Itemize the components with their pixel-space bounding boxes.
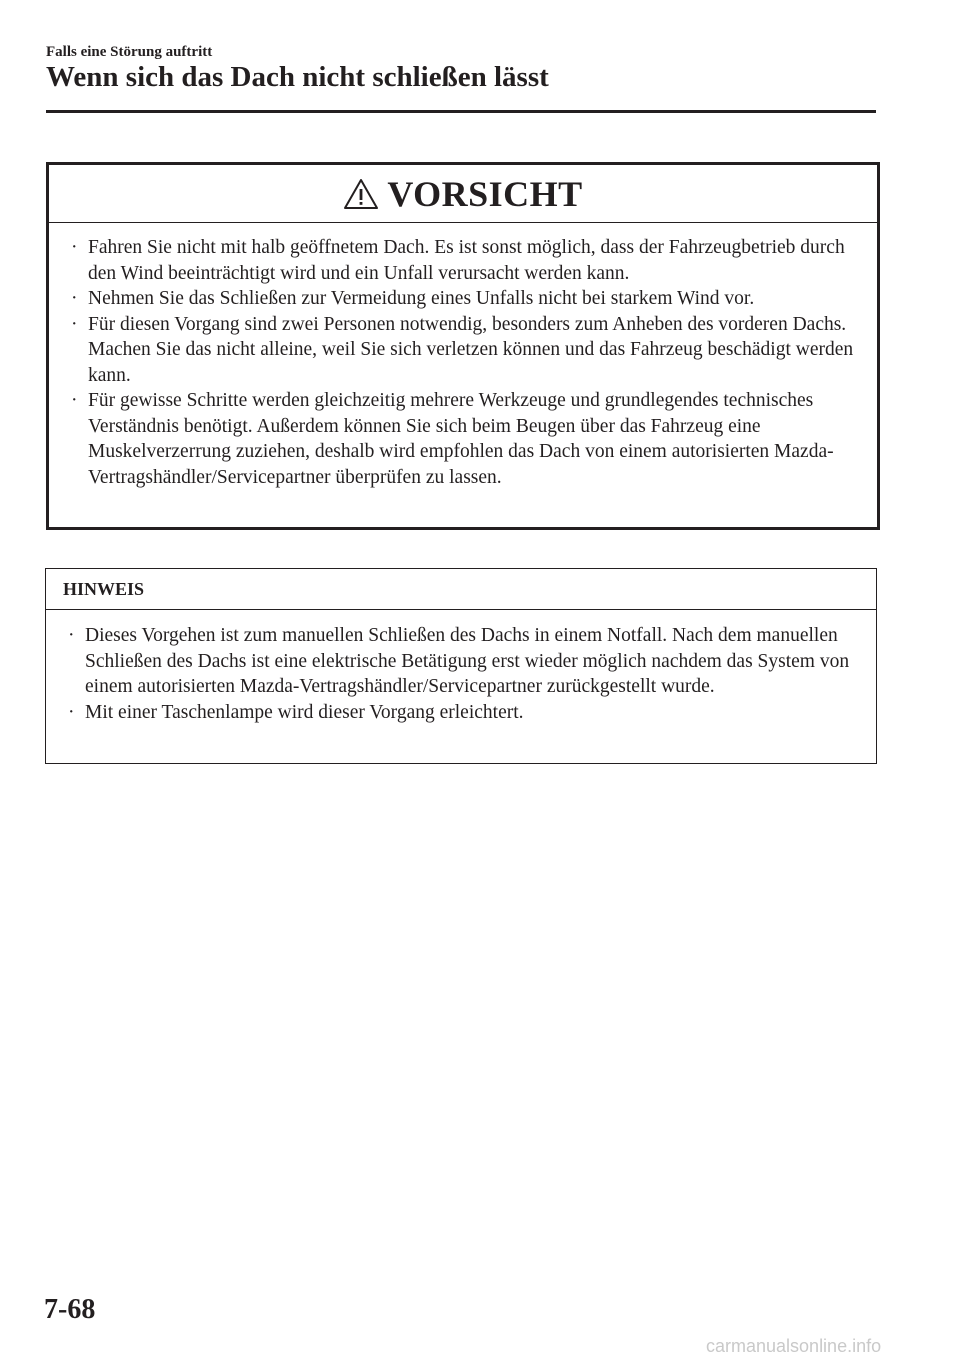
caution-item-text: Nehmen Sie das Schließen zur Vermeidung eines Unfalls nicht bei starkem Wind vor. xyxy=(88,288,755,309)
note-box xyxy=(45,568,877,764)
caution-item xyxy=(66,312,867,389)
note-item xyxy=(63,700,866,726)
bullet: · xyxy=(71,288,78,309)
bullet: · xyxy=(68,701,75,723)
section-label: Falls eine Störung auftritt xyxy=(46,44,213,60)
caution-header xyxy=(49,165,877,223)
caution-item xyxy=(66,286,867,312)
note-title: HINWEIS xyxy=(63,578,145,599)
note-item-text: Mit einer Taschenlampe wird dieser Vorgang erleichtert. xyxy=(85,701,524,723)
caution-item-text: Für diesen Vorgang sind zwei Personen notwendig, besonders zum Anheben des vorderen Dachs. Machen Sie das nicht alleine, weil Sie sich verletzen können und das Fahrzeug beschädigt werden kann. xyxy=(88,313,854,386)
page-number: 7-68 xyxy=(44,1294,96,1325)
page-title: Wenn sich das Dach nicht schließen lässt xyxy=(46,61,549,93)
caution-item xyxy=(66,388,867,490)
note-item xyxy=(63,623,866,700)
caution-item xyxy=(66,235,867,286)
caution-item-text: Fahren Sie nicht mit halb geöffnetem Dach. Es ist sonst möglich, dass der Fahrzeugbetrieb durch den Wind beeinträchtigt wird und ein Unfall verursacht werden kann. xyxy=(88,237,845,284)
bullet: · xyxy=(68,625,75,646)
bullet: · xyxy=(71,390,78,411)
bullet: · xyxy=(71,313,78,335)
note-header xyxy=(46,569,876,610)
caution-item-text: Für gewisse Schritte werden gleichzeitig mehrere Werkzeuge und grundlegendes technisches Verständnis benötigt. Außerdem können Sie sich beim Beugen über das Fahrzeug eine Muskelverzerrung zuziehen, deshalb wird empfohlen das Dach von einem autorisierten Mazda-Vertragshändler/Servicepartner überprüfen zu lassen. xyxy=(88,390,834,488)
title-rule xyxy=(46,110,876,113)
note-item-text: Dieses Vorgehen ist zum manuellen Schließen des Dachs in einem Notfall. Nach dem manuellen Schließen des Dachs ist eine elektrische Betätigung erst wieder möglich nachdem das System von einem autorisierten Mazda-Vertragshändler/Servicepartner zurückgestellt wurde. xyxy=(85,625,850,697)
note-list xyxy=(46,610,876,725)
bullet: · xyxy=(71,237,78,258)
caution-box xyxy=(46,162,880,530)
warning-triangle-icon xyxy=(343,178,379,210)
watermark: carmanualsonline.info xyxy=(706,1336,882,1356)
caution-list xyxy=(49,223,877,490)
caution-title: VORSICHT xyxy=(387,173,583,214)
